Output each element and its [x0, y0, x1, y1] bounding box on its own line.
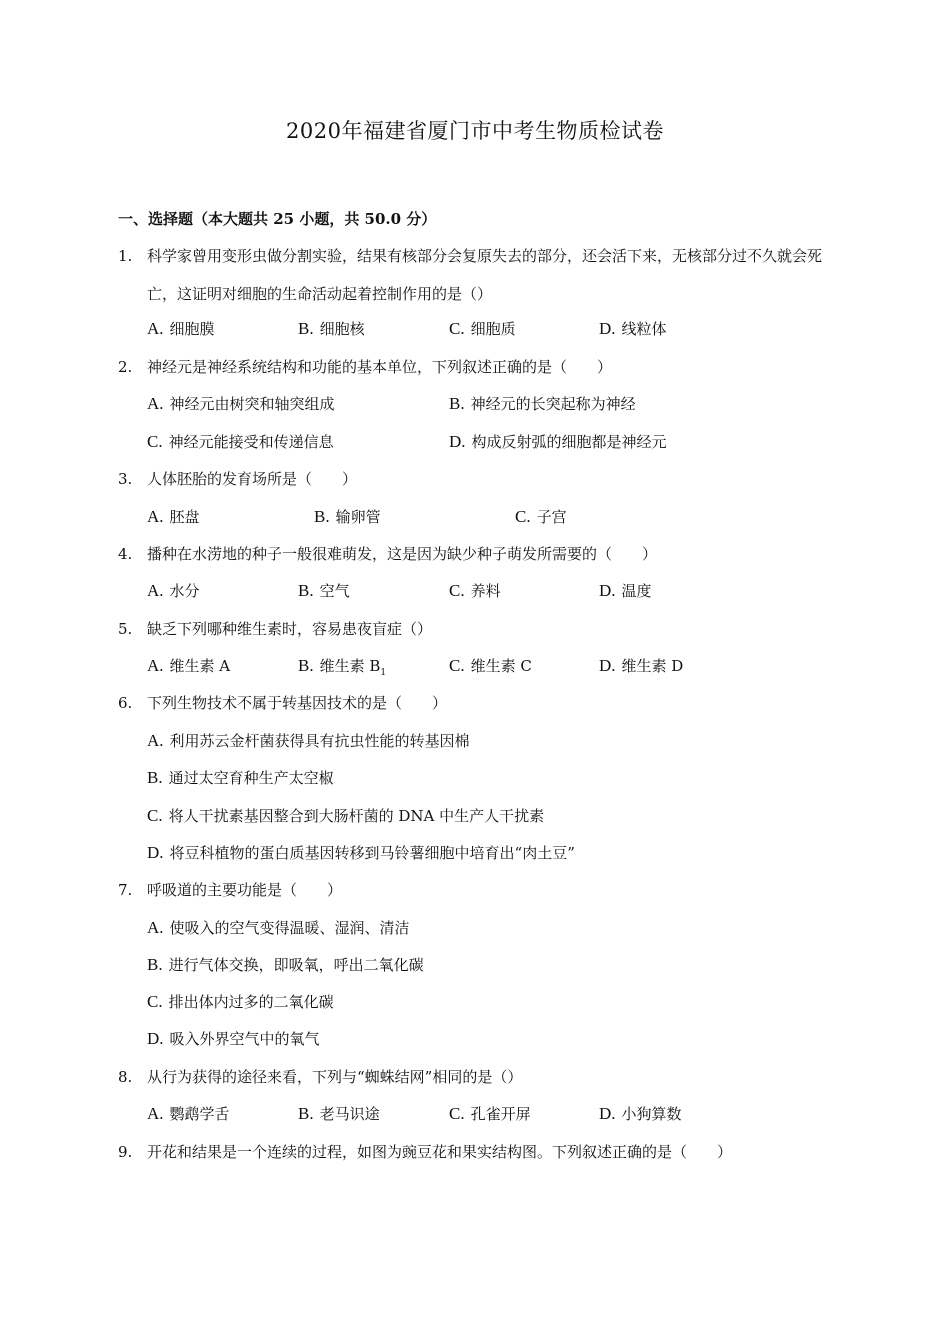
- question-number: 2.: [118, 358, 133, 376]
- option-d: D. 维生素 D: [599, 656, 684, 675]
- question-number: 1.: [118, 247, 133, 265]
- option-d: D. 线粒体: [599, 319, 667, 338]
- page-title: 2020年福建省厦门市中考生物质检试卷: [286, 119, 664, 143]
- question-stem: 缺乏下列哪种维生素时，容易患夜盲症（）: [147, 620, 433, 638]
- option-a: A. 胚盘: [147, 507, 200, 526]
- question-stem: 播种在水涝地的种子一般很难萌发，这是因为缺少种子萌发所需要的（ ）: [147, 545, 658, 563]
- option-b: B. 维生素 $B_1$: [298, 656, 387, 678]
- question-number: 4.: [118, 545, 133, 563]
- question-number: 6.: [118, 694, 133, 712]
- question-stem: 神经元是神经系统结构和功能的基本单位，下列叙述正确的是（ ）: [147, 358, 613, 376]
- question-number: 9.: [118, 1143, 133, 1161]
- question-number: 8.: [118, 1068, 133, 1086]
- option-d: D. 温度: [599, 581, 652, 600]
- option-b: B. 通过太空育种生产太空椒: [147, 768, 334, 787]
- option-a: A. 水分: [147, 581, 200, 600]
- option-c: C. 孔雀开屏: [449, 1104, 531, 1123]
- question-stem: 呼吸道的主要功能是（ ）: [147, 881, 343, 899]
- question-number: 3.: [118, 470, 133, 488]
- option-a: A. 使吸入的空气变得温暖、湿润、清洁: [147, 918, 410, 937]
- section-header: 一、选择题（本大题共 25 小题，共 50.0 分）: [118, 210, 437, 228]
- question-number: 5.: [118, 620, 133, 638]
- option-c: C. 细胞质: [449, 319, 516, 338]
- option-c: C. 维生素 C: [449, 656, 532, 675]
- option-d: D. 小狗算数: [599, 1104, 682, 1123]
- option-c: C. 排出体内过多的二氧化碳: [147, 992, 334, 1011]
- option-a: A. 神经元由树突和轴突组成: [147, 394, 335, 413]
- question-stem: 开花和结果是一个连续的过程，如图为豌豆花和果实结构图。下列叙述正确的是（ ）: [147, 1143, 733, 1161]
- option-a: A. 维生素 A: [147, 656, 231, 675]
- option-c: C. 将人干扰素基因整合到大肠杆菌的 DNA 中生产人干扰素: [147, 806, 545, 825]
- option-a: A. 鹦鹉学舌: [147, 1104, 230, 1123]
- option-c: C. 子宫: [515, 507, 567, 526]
- option-b: B. 空气: [298, 581, 350, 600]
- option-d: D. 将豆科植物的蛋白质基因转移到马铃薯细胞中培育出“肉土豆”: [147, 843, 575, 862]
- option-d: D. 构成反射弧的细胞都是神经元: [449, 432, 667, 451]
- question-stem: 从行为获得的途径来看，下列与“蜘蛛结网”相同的是（）: [147, 1068, 523, 1086]
- question-stem: 科学家曾用变形虫做分割实验，结果有核部分会复原失去的部分，还会活下来，无核部分过不久就会死亡，这证明对细胞的生命活动起着控制作用的是（）: [147, 247, 823, 303]
- option-b: B. 进行气体交换，即吸氧，呼出二氧化碳: [147, 955, 424, 974]
- option-b: B. 输卵管: [314, 507, 381, 526]
- option-b: B. 细胞核: [298, 319, 365, 338]
- option-c: C. 神经元能接受和传递信息: [147, 432, 334, 451]
- option-b: B. 神经元的长突起称为神经: [449, 394, 636, 413]
- question-stem: 下列生物技术不属于转基因技术的是（ ）: [147, 694, 448, 712]
- option-d: D. 吸入外界空气中的氧气: [147, 1029, 320, 1048]
- question-number: 7.: [118, 881, 133, 899]
- option-b: B. 老马识途: [298, 1104, 380, 1123]
- option-a: A. 细胞膜: [147, 319, 215, 338]
- question-stem: 人体胚胎的发育场所是（ ）: [147, 470, 358, 488]
- option-c: C. 养料: [449, 581, 501, 600]
- option-a: A. 利用苏云金杆菌获得具有抗虫性能的转基因棉: [147, 731, 470, 750]
- subscript: 1: [380, 668, 387, 678]
